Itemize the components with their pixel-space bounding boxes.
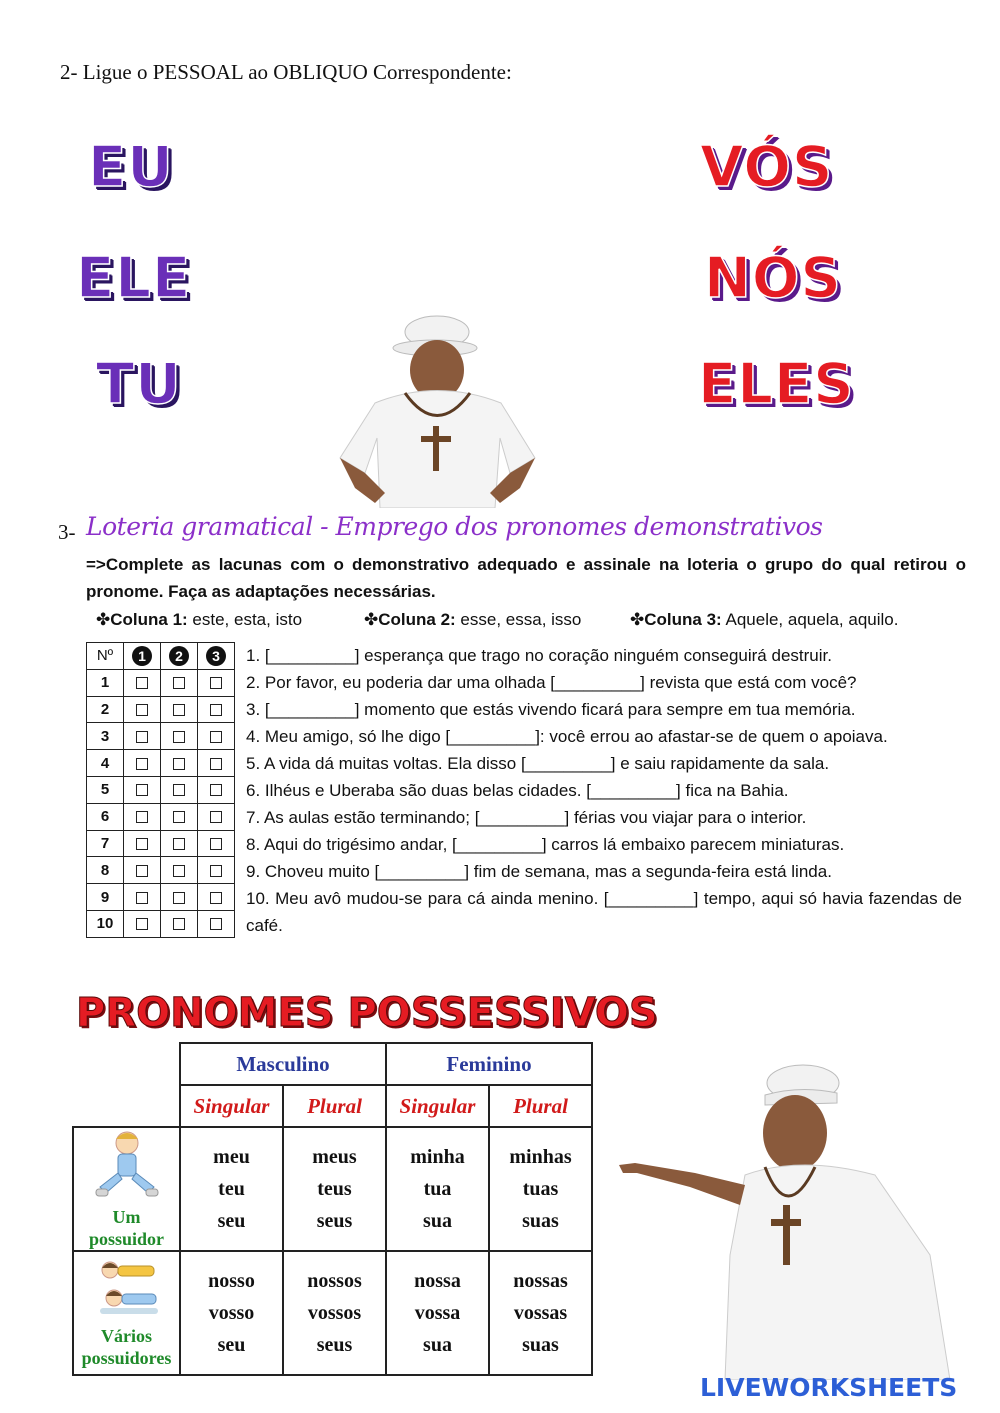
checkbox[interactable] — [198, 910, 235, 937]
possessive-table — [72, 1042, 593, 1376]
checkbox[interactable] — [124, 857, 161, 884]
column-words: esse, essa, isso — [455, 610, 582, 629]
checkbox[interactable] — [198, 723, 235, 750]
header-singular: Singular — [180, 1085, 283, 1127]
header-plural: Plural — [489, 1085, 592, 1127]
column-label: Coluna 2: — [378, 610, 456, 629]
checkbox[interactable] — [161, 910, 198, 937]
column-1-legend: ✤Coluna 1: este, esta, isto — [96, 610, 303, 629]
table-row — [87, 803, 235, 830]
fem-plur-cell: nossas vossas suas — [489, 1251, 592, 1375]
row-number: 5 — [87, 776, 124, 803]
one-owner-label: Um possuidor — [88, 1206, 165, 1249]
word-eles[interactable]: ELES — [698, 352, 855, 417]
question-item[interactable]: 7. As aulas estão terminando; [_________] férias vou viajar para o interior. — [246, 808, 807, 827]
one-owner-cell — [73, 1127, 180, 1251]
header-col-3: 3 — [198, 643, 235, 670]
question-item[interactable]: 9. Choveu muito [_________] fim de semana, mas a segunda-feira está linda. — [246, 862, 832, 881]
checkbox[interactable] — [124, 884, 161, 911]
row-number: 1 — [87, 669, 124, 696]
checkbox[interactable] — [161, 696, 198, 723]
column-2-legend: ✤Coluna 2: esse, essa, isso — [364, 610, 582, 629]
many-owners-label: Vários possuidores — [81, 1325, 172, 1368]
masc-sing-cell: meu teu seu — [180, 1127, 283, 1251]
checkbox[interactable] — [198, 750, 235, 777]
q3-title: Loteria gramatical - Emprego dos pronomes demonstrativos — [86, 512, 823, 541]
checkbox[interactable] — [124, 830, 161, 857]
table-row — [87, 830, 235, 857]
column-3-legend: ✤Coluna 3: Aquele, aquela, aquilo. — [630, 610, 899, 629]
table-row — [87, 776, 235, 803]
table-row — [87, 723, 235, 750]
header-masculino: Masculino — [180, 1043, 386, 1085]
column-words: Aquele, aquela, aquilo. — [721, 610, 899, 629]
checkbox[interactable] — [161, 776, 198, 803]
teacher-pointing-left-illustration — [615, 1055, 960, 1380]
checkbox[interactable] — [161, 750, 198, 777]
question-item[interactable]: 2. Por favor, eu poderia dar uma olhada [_________] revista que está com você? — [246, 673, 857, 692]
checkbox[interactable] — [161, 830, 198, 857]
masc-plur-cell: nossos vossos seus — [283, 1251, 386, 1375]
header-singular: Singular — [386, 1085, 489, 1127]
word-nos[interactable]: NÓS — [704, 246, 842, 311]
header-plural: Plural — [283, 1085, 386, 1127]
checkbox[interactable] — [124, 750, 161, 777]
liveworksheets-logo: LIVEWORKSHEETS — [700, 1373, 958, 1402]
question-item[interactable]: 5. A vida dá muitas voltas. Ela disso [_________] e saiu rapidamente da sala. — [246, 754, 830, 773]
table-row — [87, 884, 235, 911]
table-row — [73, 1127, 592, 1251]
word-tu[interactable]: TU — [96, 352, 182, 417]
row-number: 9 — [87, 884, 124, 911]
table-row — [87, 750, 235, 777]
row-number: 2 — [87, 696, 124, 723]
checkbox[interactable] — [161, 803, 198, 830]
word-eu[interactable]: EU — [88, 135, 174, 200]
questions-list — [246, 642, 962, 939]
q3-instruction: =>Complete as lacunas com o demonstrativo adequado e assinale na loteria o grupo do qual retirou o pronome. Faça as adaptações necessárias. — [86, 555, 966, 601]
fem-sing-cell: nossa vossa sua — [386, 1251, 489, 1375]
checkbox[interactable] — [124, 776, 161, 803]
question-item[interactable]: 4. Meu amigo, só lhe digo [_________]: você errou ao afastar-se de quem o apoiava. — [246, 727, 888, 746]
checkbox[interactable] — [124, 803, 161, 830]
question-item[interactable]: 8. Aqui do trigésimo andar, [_________] carros lá embaixo parecem miniaturas. — [246, 835, 845, 854]
question-item[interactable]: 6. Ilhéus e Uberaba são duas belas cidades. [_________] fica na Bahia. — [246, 781, 789, 800]
checkbox[interactable] — [124, 910, 161, 937]
question-item[interactable]: 10. Meu avô mudou-se para cá ainda menino. [_________] tempo, aqui só havia fazendas de café. — [246, 889, 962, 935]
row-number: 8 — [87, 857, 124, 884]
row-number: 7 — [87, 830, 124, 857]
table-row — [87, 696, 235, 723]
checkbox[interactable] — [161, 669, 198, 696]
fem-sing-cell: minha tua sua — [386, 1127, 489, 1251]
fem-plur-cell: minhas tuas suas — [489, 1127, 592, 1251]
checkbox[interactable] — [198, 669, 235, 696]
checkbox[interactable] — [198, 776, 235, 803]
column-words: este, esta, isto — [187, 610, 303, 629]
row-number: 6 — [87, 803, 124, 830]
q3-number: 3- — [58, 520, 76, 544]
many-owners-cell — [73, 1251, 180, 1375]
checkbox[interactable] — [161, 857, 198, 884]
table-row — [73, 1251, 592, 1375]
row-number: 4 — [87, 750, 124, 777]
masc-sing-cell: nosso vosso seu — [180, 1251, 283, 1375]
row-number: 10 — [87, 910, 124, 937]
children-lying-icon — [92, 1258, 162, 1320]
checkbox[interactable] — [198, 857, 235, 884]
table-row — [87, 669, 235, 696]
teacher-pointing-down-illustration — [305, 308, 575, 508]
header-col-2: 2 — [161, 643, 198, 670]
checkbox[interactable] — [124, 669, 161, 696]
checkbox[interactable] — [161, 884, 198, 911]
column-label: Coluna 3: — [644, 610, 722, 629]
checkbox[interactable] — [198, 884, 235, 911]
column-label: Coluna 1: — [110, 610, 188, 629]
table-row — [87, 857, 235, 884]
checkbox[interactable] — [198, 696, 235, 723]
checkbox[interactable] — [161, 723, 198, 750]
checkbox[interactable] — [198, 803, 235, 830]
word-ele[interactable]: ELE — [76, 246, 192, 311]
checkbox[interactable] — [124, 723, 161, 750]
question-item[interactable]: 3. [_________] momento que estás vivendo ficará para sempre em tua memória. — [246, 700, 856, 719]
masc-plur-cell: meus teus seus — [283, 1127, 386, 1251]
child-sitting-icon — [92, 1129, 162, 1201]
question-item[interactable]: 1. [_________] esperança que trago no coração ninguém conseguirá destruir. — [246, 646, 832, 665]
word-vos[interactable]: VÓS — [700, 135, 834, 200]
row-number: 3 — [87, 723, 124, 750]
header-feminino: Feminino — [386, 1043, 592, 1085]
q2-title: 2- Ligue o PESSOAL ao OBLIQUO Correspondente: — [60, 60, 512, 84]
checkbox[interactable] — [198, 830, 235, 857]
checkbox[interactable] — [124, 696, 161, 723]
table-row — [87, 910, 235, 937]
lottery-table — [86, 642, 235, 938]
header-col-1: 1 — [124, 643, 161, 670]
lottery-header-row — [87, 643, 235, 670]
possessive-pronouns-title: PRONOMES POSSESSIVOS — [76, 990, 658, 1036]
header-number: Nº — [87, 643, 124, 670]
